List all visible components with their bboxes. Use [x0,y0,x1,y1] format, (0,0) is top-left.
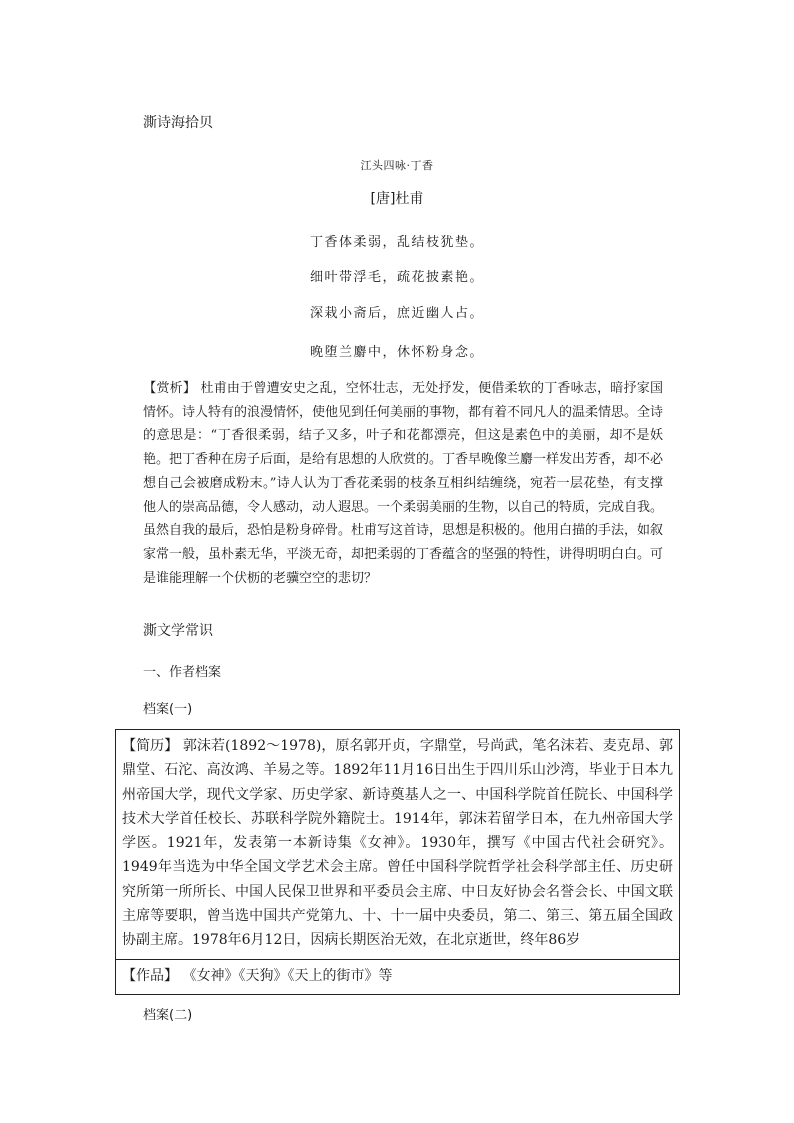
resume-text: 郭沫若(1892～1978)，原名郭开贞，字鼎堂，号尚武，笔名沫若、麦克昂、郭鼎堂、石沱、高汝鸿、羊易之等。1892年11月16日出生于四川乐山沙湾，毕业于日本九州帝国大学，现代文学家、历史学家、新诗奠基人之一、中国科学院首任院长、中国科学技术大学首任校长、苏联科学院外籍院士。1914年，郭沫若留学日本，在九州帝国大学学医。1921年，发表第一本新诗集《女神》。1930年，撰写《中国古代社会研究》。1949年当选为中华全国文学艺术会主席。曾任中国科学院哲学社会科学部主任、历史研究所第一所所长、中国人民保卫世界和平委员会主席、中日友好协会名誉会长、中国文联主席等要职，曾当选中国共产党第九、十、十一届中央委员，第二、第三、第五届全国政协副主席。1978年6月12日，因病长期医治无效，在北京逝世，终年86岁 [122,738,674,949]
author-profile-table [115,729,680,995]
poem-line: 细叶带浮毛，疏花披素艳。 [309,270,484,285]
works-label: 【作品】 [122,967,178,984]
section-heading-literature: 澌文学常识 [143,623,213,639]
poem-line: 丁香体柔弱，乱结枝犹垫。 [309,235,484,250]
appreciation-paragraph [143,377,663,590]
profile-1-label: 档案(一) [143,702,193,717]
poem-title: 江头四咏·丁香 [360,159,434,172]
resume-label: 【简历】 [122,738,179,754]
resume-cell [116,730,680,960]
poem-author: [唐]杜甫 [370,191,424,207]
works-cell [116,959,680,994]
table-row [116,959,680,994]
author-profile-subheading: 一、作者档案 [143,665,222,680]
appreciation-label: 【赏析】 [143,381,197,396]
works-text: 《女神》《天狗》《天上的街市》等 [182,967,393,984]
profile-2-label: 档案(二) [143,1008,193,1023]
appreciation-text: 杜甫由于曾遭安史之乱，空怀壮志，无处抒发，便借柔软的丁香咏志，暗抒家国情怀。诗人特有的浪漫情怀，使他见到任何美丽的事物，都有着不同凡人的温柔情思。全诗的意思是：“丁香很柔弱，结子又多，叶子和花都漂亮，但这是素色中的美丽，却不是妖艳。把丁香种在房子后面，是给有思想的人欣赏的。丁香早晚像兰麝一样发出芳香，却不必想自己会被磨成粉末。”诗人认为丁香花柔弱的枝条互相纠结缠绕，宛若一层花垫，有支撑他人的崇高品德，令人感动，动人遐思。一个柔弱美丽的生物，以自己的特质，完成自我。虽然自我的最后，恐怕是粉身碎骨。杜甫写这首诗，思想是积极的。他用白描的手法，如叙家常一般，虽朴素无华，平淡无奇，却把柔弱的丁香蕴含的坚强的特性，讲得明明白白。可是谁能理解一个伏枥的老骥空空的悲切？ [143,381,664,586]
table-row [116,730,680,960]
poem-line: 晚堕兰麝中，休怀粉身念。 [309,345,484,360]
section-heading-poem: 澌诗海拾贝 [143,115,213,131]
poem-line: 深栽小斋后，庶近幽人占。 [309,306,484,321]
